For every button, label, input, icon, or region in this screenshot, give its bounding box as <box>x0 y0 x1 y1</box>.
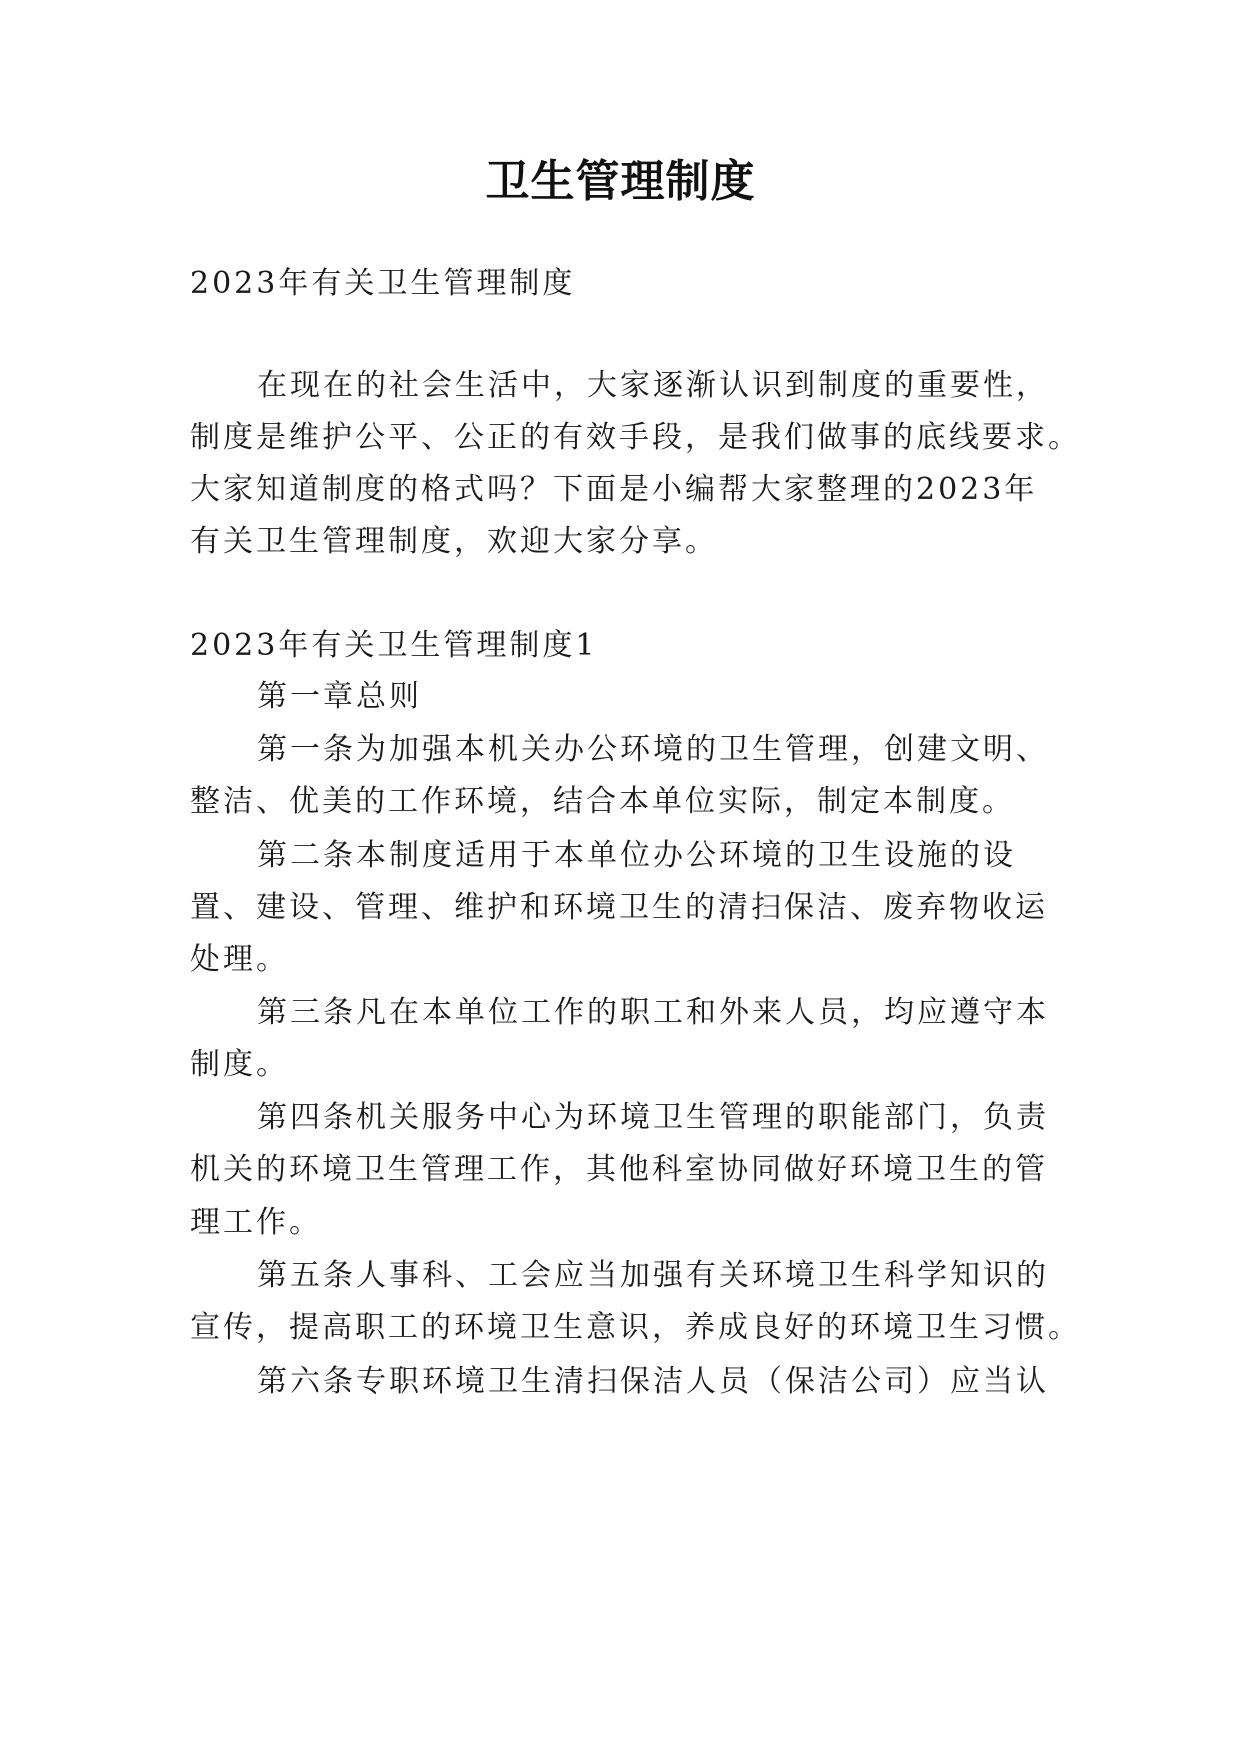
article-line: 第五条人事科、工会应当加强有关环境卫生科学知识的 <box>257 1258 1049 1293</box>
article-line: 理工作。 <box>190 1205 322 1240</box>
chapter-heading: 第一章总则 <box>257 679 422 714</box>
article-line: 第四条机关服务中心为环境卫生管理的职能部门，负责 <box>257 1100 1049 1135</box>
intro-line: 有关卫生管理制度，欢迎大家分享。 <box>190 524 718 559</box>
article-line: 宣传，提高职工的环境卫生意识，养成良好的环境卫生习惯。 <box>190 1310 1081 1345</box>
article-line: 第三条凡在本单位工作的职工和外来人员，均应遵守本 <box>257 995 1049 1030</box>
intro-line: 大家知道制度的格式吗？下面是小编帮大家整理的2023年 <box>190 472 1038 507</box>
article-line: 机关的环境卫生管理工作，其他科室协同做好环境卫生的管 <box>190 1152 1048 1187</box>
article-line: 处理。 <box>190 942 289 977</box>
section-title: 2023年有关卫生管理制度1 <box>190 628 598 663</box>
article-line: 制度。 <box>190 1047 289 1082</box>
document-title: 卫生管理制度 <box>485 156 756 207</box>
article-line: 置、建设、管理、维护和环境卫生的清扫保洁、废弃物收运 <box>190 890 1048 925</box>
article-line: 整洁、优美的工作环境，结合本单位实际，制定本制度。 <box>190 784 1015 819</box>
intro-line: 制度是维护公平、公正的有效手段，是我们做事的底线要求。 <box>190 420 1081 455</box>
intro-line: 在现在的社会生活中，大家逐渐认识到制度的重要性， <box>257 368 1049 403</box>
article-line: 第一条为加强本机关办公环境的卫生管理，创建文明、 <box>257 732 1049 767</box>
article-line: 第六条专职环境卫生清扫保洁人员（保洁公司）应当认 <box>257 1364 1049 1399</box>
document-subtitle: 2023年有关卫生管理制度 <box>190 266 576 301</box>
article-line: 第二条本制度适用于本单位办公环境的卫生设施的设 <box>257 838 1016 873</box>
